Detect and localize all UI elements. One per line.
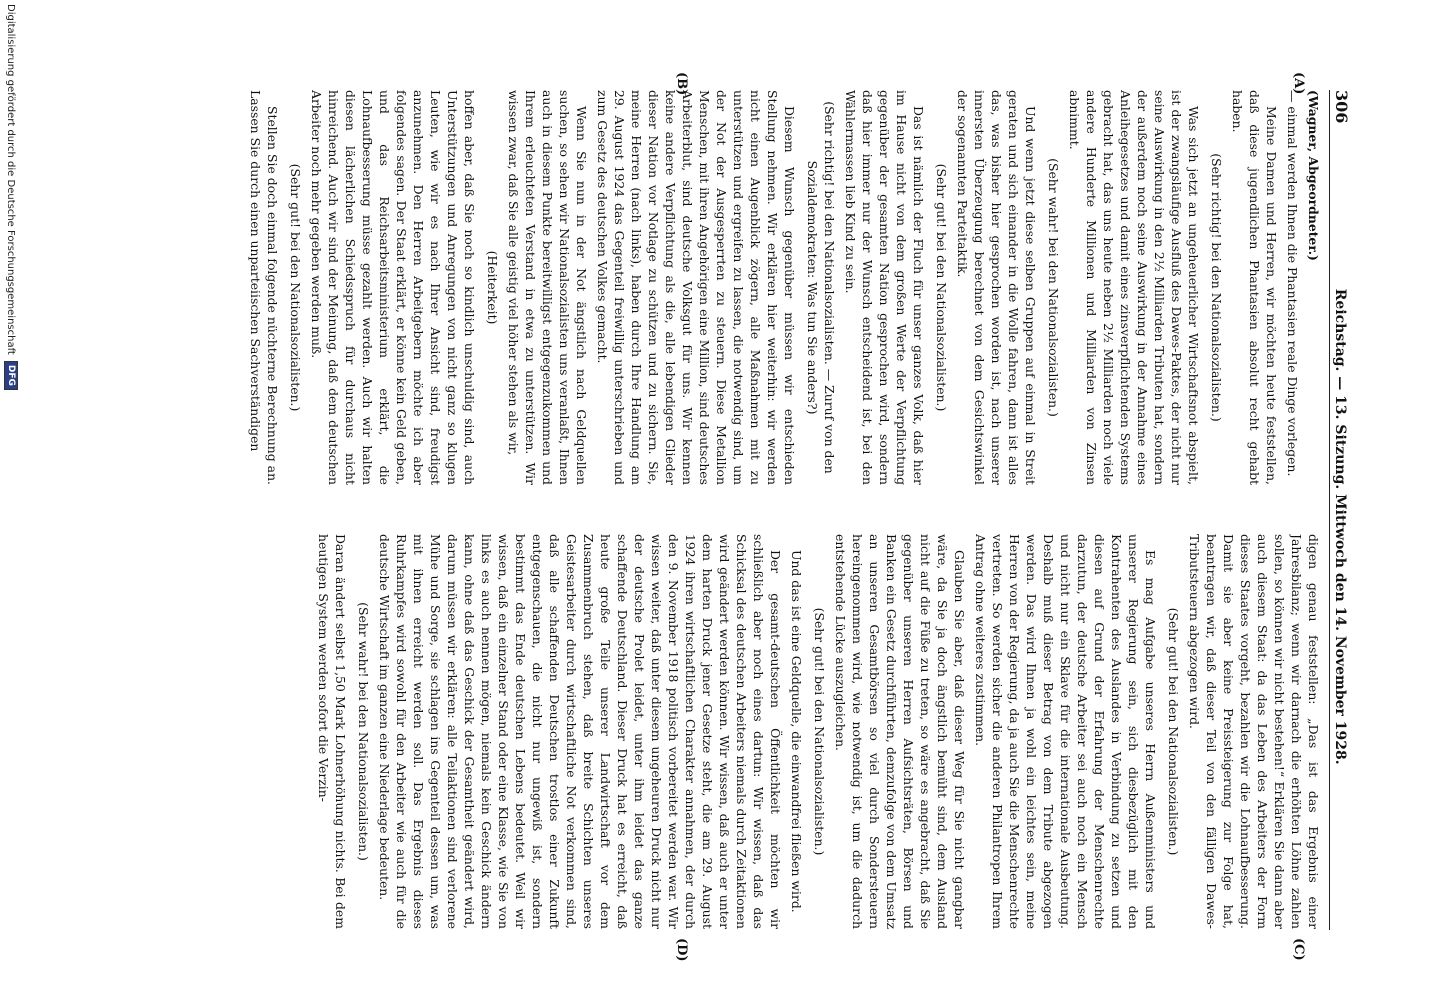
interjection: (Sehr gut! bei den Nationalsozialisten.) — [812, 607, 827, 856]
margin-marker-d: (D) — [674, 938, 689, 962]
digitization-footer — [0, 0, 22, 1004]
page-header — [1329, 90, 1372, 930]
paragraph: Glauben Sie aber, daß dieser Weg für Sie nicht gangbar wäre, da Sie ja doch ängstlich bemüht sind, dem Ausland nicht auf die Füße zu treten, so wäre es angebracht, daß Sie gegenüber unseren Herren Aufsichtsräten, Börsen und Banken ein Gesetz durchführten, demzufolge von dem Umsatz an unseren Gesamtbörsen so viel durch Sondersteuern hereingenommen wird, wie notwendig ist, um die dadurch entstehende Lücke auszugleichen. — [833, 534, 967, 929]
dfg-logo: DFG — [4, 361, 18, 390]
paragraph: Stellen Sie doch einmal folgende nüchterne Berechnung an. Lassen Sie durch einen unparteiischen Sachverständigen — [248, 90, 280, 485]
paragraph: Der gesamt-deutschen Öffentlichkeit möchten wir schließlich aber noch eines dartun: Wir wissen, daß das Schicksal des deutschen Arbeiters niemals durch Zeitaktionen wird geändert werden können. Wir wissen, daß auch er unter dem harten Druck jener Gesetze steht, die am 29. August 1924 ihren wirtschaftlichen Charakter annahmen, der durch den 9. November 1918 politisch vorbereitet werden war. Wir wissen weiter, daß unter diesem ungeheuren Druck nicht nur der deutsche Prolet leidet, unter ihm leidet das ganze schaffende Deutschland. Dieser Druck hat es erreicht, daß heute große Teile unserer Landwirtschaft vor dem Zusammenbruch stehen, daß breite Schichten unseres Geistesarbeiter durch wirtschaftliche Not verkommen sind, daß alle schaffenden Deutschen trostlos einer Zukunft entgegenschauen, die nicht nur ungewiß ist, sondern bestimmt das Ende deutschen Lebens bedeutet. Weil wir wissen, daß ein einzelner Stand oder eine Klasse, wie Sie von links es auch nennen mögen, niemals kein Geschick ändern kann, ohne daß das Geschick der Gesamtheit geändert wird, darum müssen wir erklären: alle Teilaktionen sind verlorene Mühe und Sorge, sie schlagen ins Gegenteil dessen um, was mit ihnen erreicht werden soll. Das Ergebnis dieses Ruhrkampfes wird sowohl für den Arbeiter wie auch für die deutsche Wirtschaft im ganzen eine Niederlage bedeuten. — [377, 534, 783, 929]
interjection: (Sehr richtig! bei den Nationalsozialisten.) — [1209, 153, 1224, 422]
paragraph: hoffen aber, daß Sie noch so kindlich unschuldig sind, auch Unterstützungen und Anregungen von nicht ganz so klugen Leuten, wie wir es nach Ihrer Ansicht sind, freudigst anzunehmen. Den Herren Arbeitgebern möchte ich aber folgendes sagen. Der Staat erklärt, er könne kein Geld geben, und das Reichsarbeitsministerium erklärt, die Lohnaufbesserung müsse gezahlt werden. Auch wir halten diesen lächerlichen Schiedsspruch für durchaus nicht hinreichend. Auch wir sind der Meinung, daß dem deutschen Arbeiter noch mehr gegeben werden muß. — [309, 90, 477, 485]
right-text-column — [22, 534, 1322, 929]
interjection: (Sehr gut! bei den Nationalsozialisten.) — [288, 163, 303, 412]
paragraph: Und das ist eine Geldquelle, die einwandfrei fließen wird. — [789, 550, 804, 913]
paragraph: Es mag Aufgabe unseres Herrn Außenministers und unserer Regierung sein, sich diesbezüglich mit den Kontrahenten des Auslandes in Verbindung zu setzen und diesen auf Grund der Erfahrung der Menschenrechte darzutun, der deutsche Arbeiter sei auch noch ein Mensch und nicht nur ein Sklave für die internationale Ausbeutung. Deshalb muß dieser Betrag von dem Tribute abgezogen werden. Das wird Ihnen ja wohl ein leichtes sein, meine Herren von der Regierung, da ja auch Sie die Menschenrechte vertreten. So werden sicher die anderen Philantropen Ihrem Antrag ohne weiteres zustimmen. — [973, 534, 1158, 929]
interjection: (Sehr gut! bei den Nationalsozialisten.) — [1166, 607, 1181, 856]
paragraph: Daran ändert selbst 1,50 Mark Lohnerhöhung nichts. Bei dem heutigen System werden sofort die Verzin- — [316, 534, 348, 929]
paragraph: Diesem Wunsch gegenüber müssen wir entschieden Stellung nehmen. Wir erklären hier weiterhin: wir werden nicht einen Augenblick zögern, alle Maßnahmen mit zu unterstützen und ergreifen zu lassen, die notwendig sind, um der Not der Ausgesperrten zu steuern. Diese Metallion Menschen, mit ihren Angehörigen eine Million, sind deutsches Arbeiterblut, sind deutsche Volksgut für uns. Wir kennen keine andere Verpflichtung als die, alle lebendigen Glieder dieser Nation vor Notlage zu schützen und zu sichern. Sie, meine Herren (nach links), haben durch Ihre Handlung am 29. August 1924 das Gegenteil freiwillig unterschrieben und zum Gesetz des deutschen Volkes gemacht. — [595, 90, 797, 485]
session-title: Reichstag. — 13. Sitzung. Mittwoch den 14. November 1928. — [1332, 288, 1348, 765]
page-number: 306 — [1332, 90, 1351, 124]
interjection: (Sehr wahr! bei den Nationalsozialisten.) — [1046, 158, 1061, 417]
paragraph: Und wenn jetzt diese selben Gruppen auf einmal in Streit geraten und sich einander in die Wolle fahren, dann ist alles das, was bisher hier gesprochen worden ist, nach unserer innersten Überzeugung berechnet von dem Gesichtswinkel der sogenannten Parteitaktik. — [955, 90, 1038, 485]
paragraph: Was sich jetzt an ungeheuerlicher Wirtschaftsnot abspielt, ist der zwangsläufige Ausfluß des Dawes-Paktes, der nicht nur seine Auswirkung in den 2½ Milliarden Tributen hat, sondern der außerdem noch seine Auswirkung in der Annahme eines Anleihegesetzes und damit eines zinsverpflichtenden Systems gebracht hat, das uns heute neben 2½ Milliarden noch viele andere Hunderte Millionen und Milliarden von Zinsen abnimmt. — [1067, 90, 1201, 485]
margin-marker-c: (C) — [1291, 938, 1306, 961]
paragraph: digen genau feststellen: „Das ist das Ergebnis einer Jahresbilanz; wenn wir darnach die erhöhten Löhne zahlen sollen, so können wir nicht bestehen!“ Erklären Sie dann aber auch diesem Staat: da das Leben des Arbeiters der Form dieses Staates vorgeht, bezahlen wir die Lohnaufbesserung. Damit sie aber keine Preissteigerung zur Folge hat, beantragen wir, daß dieser Teil von den fälligen Dawes-Tributsteuern abgezogen wird. — [1187, 534, 1321, 929]
paragraph: Wenn Sie nun in der Not ängstlich nach Geldquellen suchen, so sehen wir Nationalsozialisten uns veranlaßt, Ihnen auch in diesem Punkte bereitwilligst entgegenzukommen und Ihrem erleuchteten Verstand in etwa zu unterstützen. Wir wissen zwar, daß Sie alle geistig viel höher stehen als wir, — [506, 90, 589, 485]
footer-credit: Digitalisierung gefördert durch die Deutsche Forschungsgemeinschaft — [5, 4, 17, 355]
speaker-name: (Wagner, Abgeordneter.) — [1306, 90, 1321, 261]
margin-marker-a: (A) — [1291, 72, 1306, 95]
paragraph: Das ist nämlich der Fluch für unser ganzes Volk, daß hier im Hause nicht von dem großen Werte der Verpflichtung gegenüber der gesamten Nation gesprochen wird, sondern daß hier immer nur der Wunsch entscheidend ist, bei den Wählermassen lieb Kind zu sein. — [843, 90, 926, 485]
paragraph: Meine Damen und Herren, wir möchten heute feststellen, daß diese jugendlichen Phantasien absolut recht gehabt haben. — [1230, 90, 1279, 485]
left-text-column — [22, 90, 1322, 485]
paragraph: — einmal werden Ihnen die Phantasien reale Dinge vorlegen. — [1285, 90, 1300, 477]
interjection: (Sehr richtig! bei den Nationalsozialisten. — Zuruf von den Sozialdemokraten: Was tun Sie anders?) — [805, 101, 837, 474]
margin-marker-b: (B) — [674, 72, 689, 96]
interjection: (Heiterkeit) — [485, 250, 500, 325]
interjection: (Sehr gut! bei den Nationalsozialisten.) — [934, 163, 949, 412]
interjection: (Sehr wahr! bei den Nationalsozialisten.) — [356, 602, 371, 861]
